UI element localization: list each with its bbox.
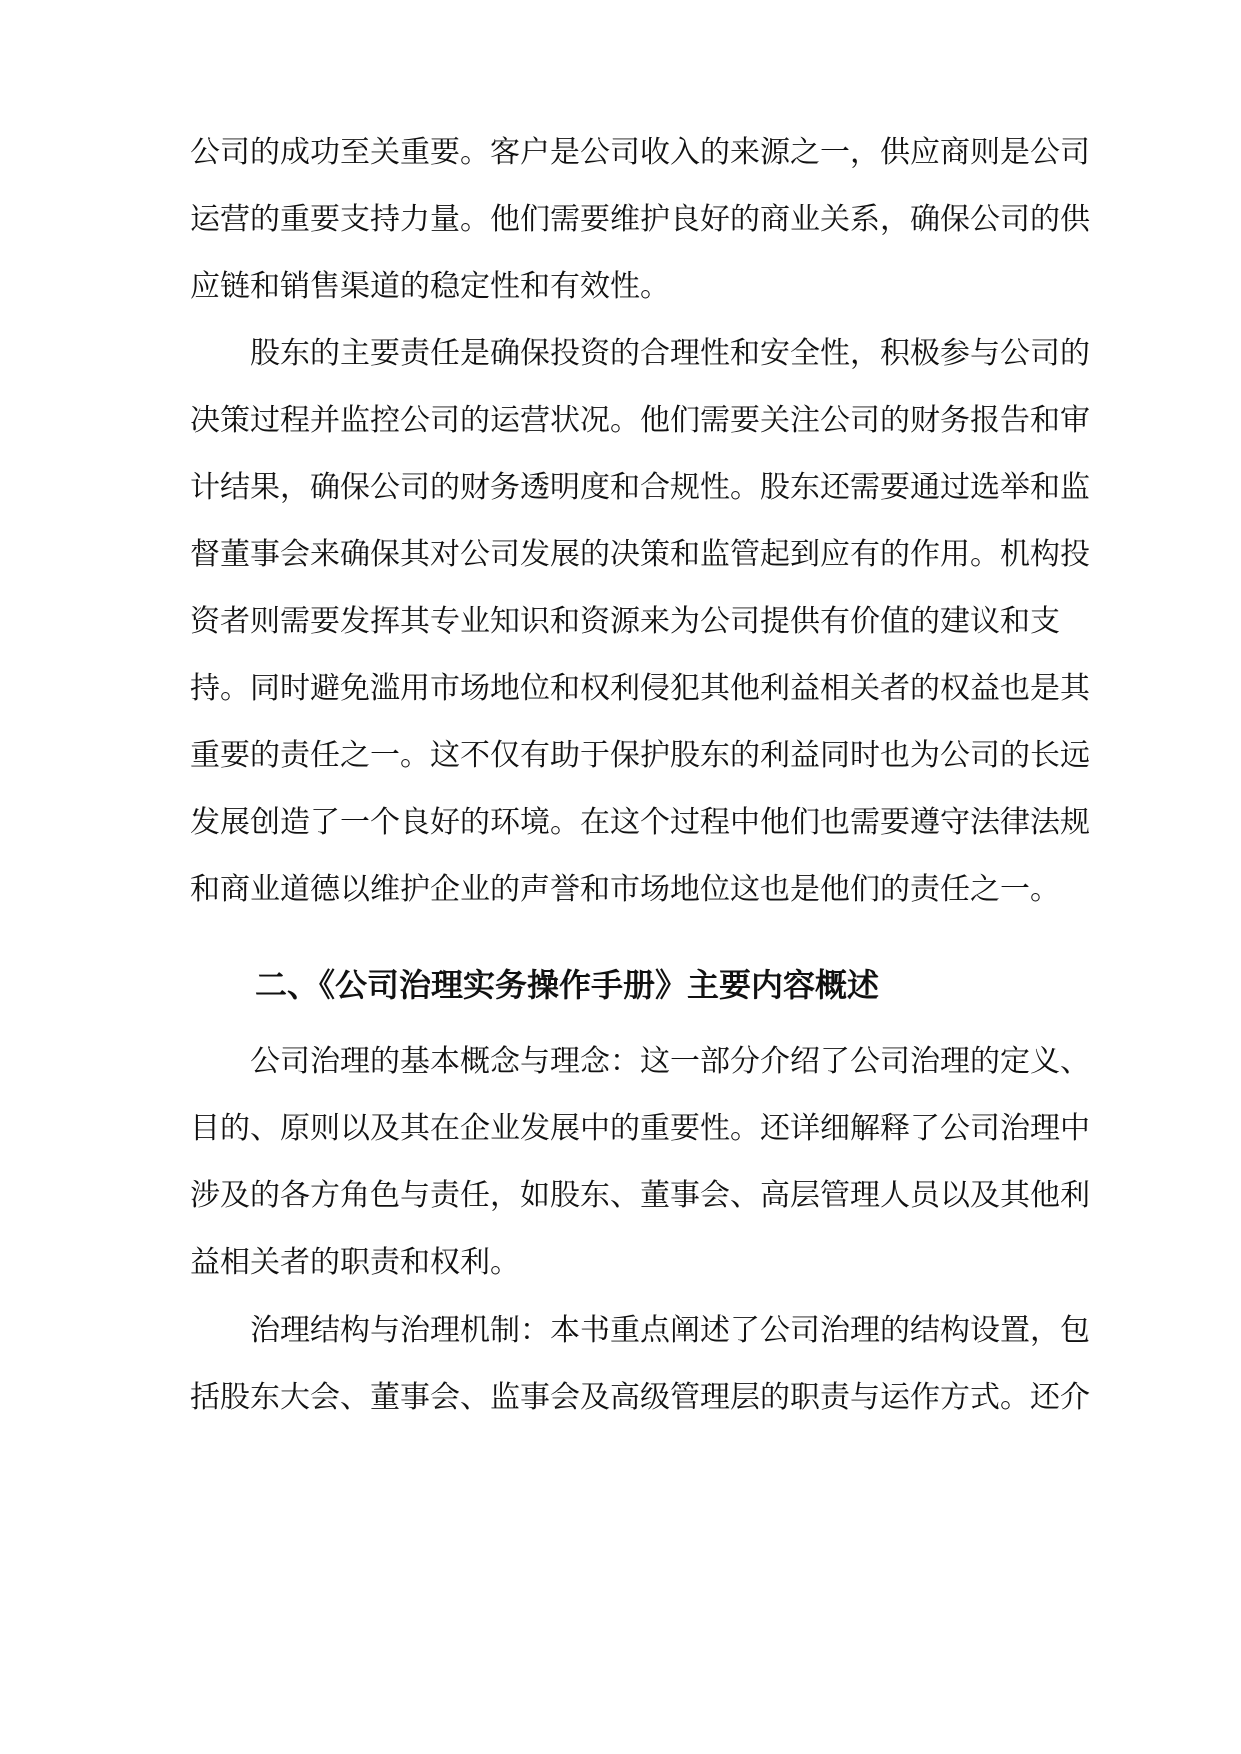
- paragraph-2-line-3: 计结果，确保公司的财务透明度和合规性。股东还需要通过选举和监: [190, 470, 1090, 505]
- paragraph-3-line-2: 目的、原则以及其在企业发展中的重要性。还详细解释了公司治理中: [190, 1111, 1090, 1146]
- paragraph-2-line-7: 重要的责任之一。这不仅有助于保护股东的利益同时也为公司的长远: [190, 738, 1090, 773]
- paragraph-2-line-6: 持。同时避免滥用市场地位和权利侵犯其他利益相关者的权益也是其: [190, 671, 1090, 706]
- paragraph-3-line-1: 公司治理的基本概念与理念：这一部分介绍了公司治理的定义、: [250, 1044, 1090, 1079]
- paragraph-1-line-3: 应链和销售渠道的稳定性和有效性。: [190, 269, 670, 304]
- paragraph-2-line-2: 决策过程并监控公司的运营状况。他们需要关注公司的财务报告和审: [190, 403, 1090, 438]
- paragraph-3-line-3: 涉及的各方角色与责任，如股东、董事会、高层管理人员以及其他利: [190, 1178, 1090, 1213]
- paragraph-1-line-2: 运营的重要支持力量。他们需要维护良好的商业关系，确保公司的供: [190, 202, 1090, 237]
- paragraph-4-line-1: 治理结构与治理机制：本书重点阐述了公司治理的结构设置，包: [250, 1313, 1090, 1348]
- paragraph-1-line-1: 公司的成功至关重要。客户是公司收入的来源之一，供应商则是公司: [190, 135, 1090, 170]
- paragraph-2-line-9: 和商业道德以维护企业的声誉和市场地位这也是他们的责任之一。: [190, 872, 1060, 907]
- paragraph-2-line-8: 发展创造了一个良好的环境。在这个过程中他们也需要遵守法律法规: [190, 805, 1090, 840]
- paragraph-2-line-5: 资者则需要发挥其专业知识和资源来为公司提供有价值的建议和支: [190, 604, 1060, 639]
- paragraph-4-line-2: 括股东大会、董事会、监事会及高级管理层的职责与运作方式。还介: [190, 1380, 1090, 1415]
- section-heading: 二、《公司治理实务操作手册》主要内容概述: [255, 966, 880, 1004]
- paragraph-3-line-4: 益相关者的职责和权利。: [190, 1245, 520, 1280]
- paragraph-2-line-4: 督董事会来确保其对公司发展的决策和监管起到应有的作用。机构投: [190, 537, 1090, 572]
- paragraph-2-line-1: 股东的主要责任是确保投资的合理性和安全性，积极参与公司的: [250, 336, 1090, 371]
